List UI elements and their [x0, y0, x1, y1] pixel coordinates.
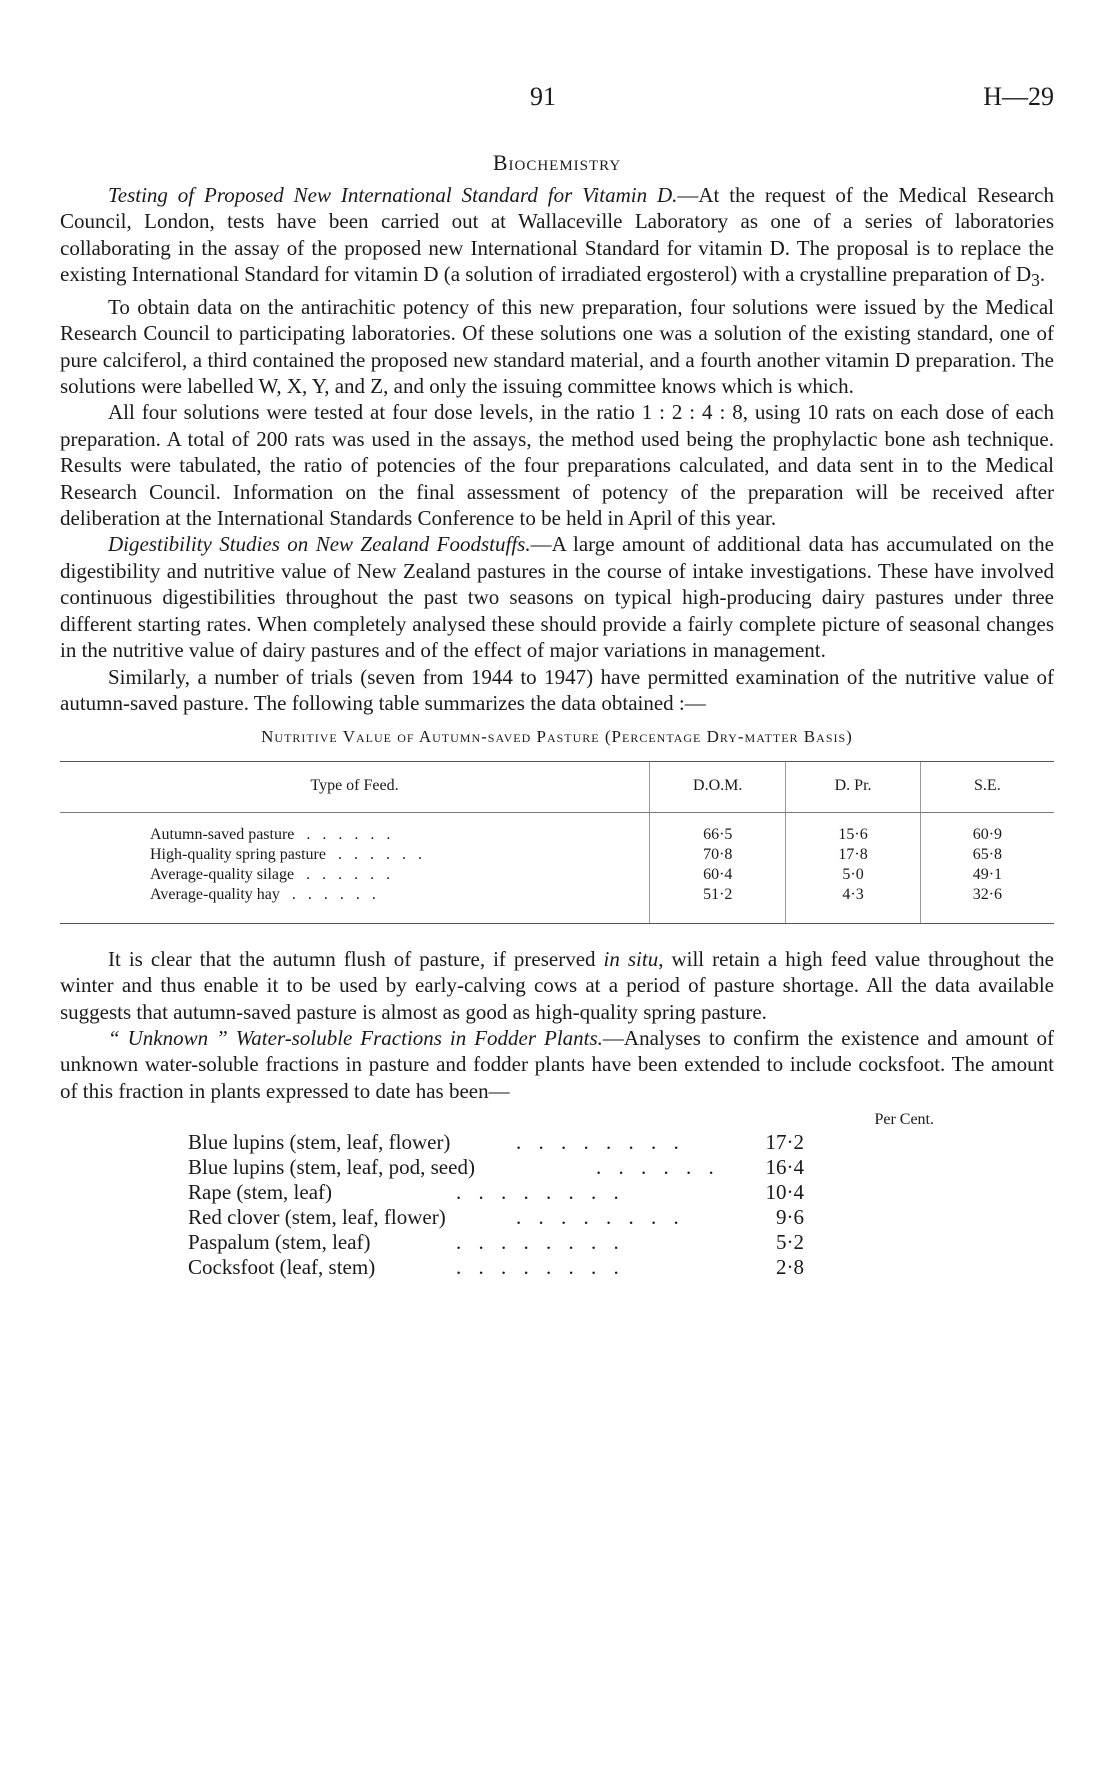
paragraph-autumn-flush: [60, 946, 1054, 1025]
paragraph-end: .: [1039, 262, 1046, 287]
dot-leader: . . . . . .: [596, 1155, 720, 1180]
page-header: [0, 82, 1114, 118]
table-row: [60, 865, 1054, 885]
paragraph-digestibility: [60, 531, 1054, 663]
list-item-value: 10·4: [765, 1180, 804, 1205]
cell-dpr: 15·6: [786, 812, 920, 845]
list-item: [60, 1255, 1054, 1280]
paragraph-text: —A large amount of additional data has accumulated on the digestibility and nutritive value of New Zealand pastures in the course of intake investigations. These have involved continuous digestibilities throughout the past two seasons on typical high-producing dairy pastures under three different starting rates. When completely analysed these should provide a fairly complete picture of seasonal changes in the nutritive value of dairy pastures and of the effect of major variations in management.: [60, 532, 1055, 663]
dot-leader: . . . . . . . .: [516, 1205, 685, 1230]
column-header-se: S.E.: [920, 761, 1054, 812]
italic-phrase: in situ: [603, 946, 659, 971]
paragraph-solutions: To obtain data on the antirachitic potency of this new preparation, four solutions were issued by the Medical Research Council to participating laboratories. Of these solutions one was a solution of the existing standard, one of pure calciferol, a third contained the proposed new standard material, and a fourth another vitamin D preparation. The solutions were labelled W, X, Y, and Z, and only the issuing committee knows which is which.: [60, 294, 1054, 399]
paragraph-heading: Testing of Proposed New International Standard for Vitamin D.: [108, 183, 678, 207]
cell-type: [60, 845, 650, 865]
list-item-value: 2·8: [776, 1255, 804, 1280]
fraction-list: [60, 1110, 1054, 1280]
dot-leader: . . . . . . . .: [456, 1230, 625, 1255]
cell-dpr: 5·0: [786, 865, 920, 885]
list-unit-header: Per Cent.: [874, 1111, 934, 1129]
row-label: High-quality spring pasture: [150, 845, 326, 863]
list-item-label: Blue lupins (stem, leaf, flower): [188, 1130, 451, 1155]
column-header-dpr: D. Pr.: [786, 761, 920, 812]
table-title: Nutritive Value of Autumn-saved Pasture (Percentage Dry-matter Basis): [261, 727, 853, 747]
document-reference: H—29: [983, 82, 1054, 111]
list-item-label: Rape (stem, leaf): [188, 1180, 333, 1205]
cell-dpr: 17·8: [786, 845, 920, 865]
column-header-dom: D.O.M.: [650, 761, 786, 812]
list-item-label: Blue lupins (stem, leaf, pod, seed): [188, 1155, 475, 1180]
list-item: [60, 1205, 1054, 1230]
table-row: [60, 812, 1054, 845]
cell-type: [60, 865, 650, 885]
paragraph-text: —At the request of the Medical Research Council, London, tests have been carried out at Wallaceville Laboratory as one of a series of laboratories collaborating in the assay of the proposed new International Standard for vitamin D. The proposal is to replace the existing International Standard for vitamin D (a solution of irradiated ergosterol) with a crystalline preparation of D: [60, 183, 1054, 287]
list-item-label: Red clover (stem, leaf, flower): [188, 1205, 446, 1230]
table-header-row: [60, 761, 1054, 812]
nutritive-value-table: [60, 761, 1054, 924]
section-title: Biochemistry: [492, 150, 622, 175]
dot-leader: . . . . . . . .: [456, 1180, 625, 1205]
cell-se: 60·9: [920, 812, 1054, 845]
paragraph-dose-levels: All four solutions were tested at four dose levels, in the ratio 1 : 2 : 4 : 8, using 10 rats on each dose of each preparation. A total of 200 rats was used in the assays, the method used being the prophylactic bone ash technique. Results were tabulated, the ratio of potencies of the four preparations calculated, and data sent in to the Medical Research Council. Information on the final assessment of potency of the preparation will be received after deliberation at the International Standards Conference to be held in April of this year.: [60, 400, 1054, 531]
cell-type: [60, 885, 650, 924]
table-row: [60, 885, 1054, 924]
paragraph-heading: “ Unknown ” Water-soluble Fractions in Fodder Plants.: [108, 1025, 603, 1050]
row-label: Autumn-saved pasture: [150, 825, 295, 843]
cell-dom: 60·4: [650, 865, 786, 885]
dot-leader: . . . . . . . .: [516, 1130, 685, 1155]
cell-dom: 70·8: [650, 845, 786, 865]
list-item: [60, 1180, 1054, 1205]
list-item: [60, 1130, 1054, 1155]
cell-se: 49·1: [920, 865, 1054, 885]
list-item-label: Paspalum (stem, leaf): [188, 1230, 371, 1255]
cell-se: 65·8: [920, 845, 1054, 865]
paragraph-vitamin-d-standard: [60, 182, 1054, 294]
list-item-value: 9·6: [776, 1205, 804, 1230]
cell-type: [60, 812, 650, 845]
column-header-type: Type of Feed.: [60, 761, 650, 812]
cell-dom: 66·5: [650, 812, 786, 845]
dot-leader: . . . . . .: [306, 865, 395, 883]
paragraph-text-start: It is clear that the autumn flush of pasture, if preserved: [108, 946, 604, 971]
paragraph-water-soluble: [60, 1025, 1054, 1104]
list-item-value: 17·2: [765, 1130, 804, 1155]
list-item-value: 16·4: [765, 1155, 804, 1180]
list-item: [60, 1230, 1054, 1255]
list-item-label: Cocksfoot (leaf, stem): [188, 1255, 376, 1280]
cell-dpr: 4·3: [786, 885, 920, 924]
dot-leader: . . . . . .: [337, 845, 426, 863]
dot-leader: . . . . . .: [291, 885, 380, 903]
paragraph-autumn-trials: Similarly, a number of trials (seven from 1944 to 1947) have permitted examination of the nutritive value of autumn-saved pasture. The following table summarizes the data obtained :—: [60, 664, 1054, 715]
dot-leader: . . . . . . . .: [456, 1255, 625, 1280]
list-item-value: 5·2: [776, 1230, 804, 1255]
list-item: [60, 1155, 1054, 1180]
subscript: 3: [1031, 270, 1040, 291]
paragraph-heading: Digestibility Studies on New Zealand Foodstuffs.: [108, 532, 531, 557]
page-number: 91: [530, 82, 556, 111]
row-label: Average-quality hay: [150, 885, 280, 903]
table-row: [60, 845, 1054, 865]
dot-leader: . . . . . .: [306, 825, 395, 843]
row-label: Average-quality silage: [150, 865, 295, 883]
cell-dom: 51·2: [650, 885, 786, 924]
paragraph-text: —Analyses to confirm the existence and amount of unknown water-soluble fractions in pasture and fodder plants have been extended to include cocksfoot. The amount of this fraction in plants expressed to date has been—: [60, 1025, 1054, 1103]
cell-se: 32·6: [920, 885, 1054, 924]
paragraph-text-end: , will retain a high feed value throughout the winter and thus enable it to be used by early-calving cows at a period of pasture shortage. All the data available suggests that autumn-saved pasture is almost as good as high-quality spring pasture.: [60, 946, 1054, 1024]
page-body: [60, 182, 1054, 1280]
